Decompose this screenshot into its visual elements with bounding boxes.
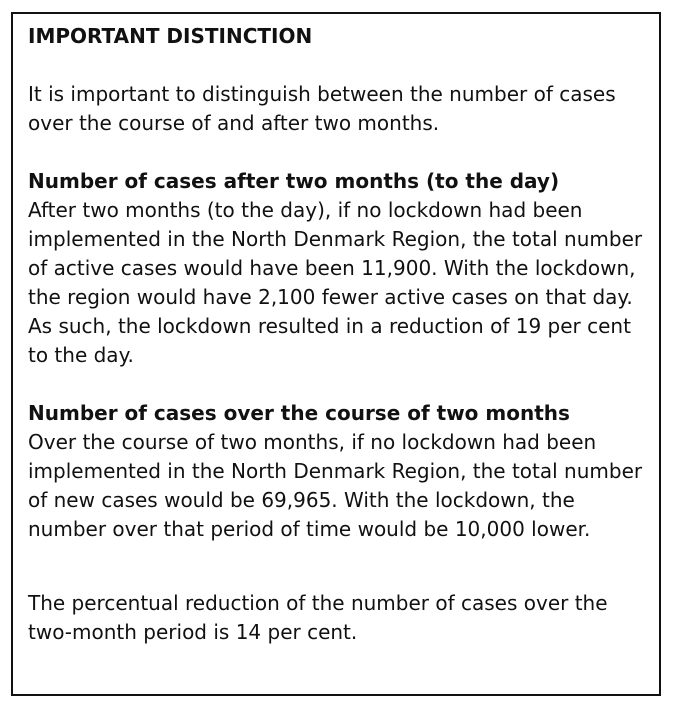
conclusion-paragraph: The percentual reduction of the number of cases over the two-month period is 14 per cent.	[28, 591, 608, 644]
box-title: IMPORTANT DISTINCTION	[28, 24, 313, 48]
spacer	[28, 370, 645, 399]
section-heading-over-two-months: Number of cases over the course of two months	[28, 401, 570, 425]
section-body-over-two-months: Over the course of two months, if no lockdown had been implemented in the North Denmark Region, the total number of new cases would be 69,965. With the lockdown, the number over that period of time would be 10,000 lower.	[28, 430, 643, 541]
section-body-after-two-months: After two months (to the day), if no lockdown had been implemented in the North Denmark Region, the total number of active cases would have been 11,900. With the lockdown, the region would have 2,100 fewer active cases on that day. As such, the lockdown resulted in a reduction of 19 per cent to the day.	[28, 198, 643, 367]
spacer	[28, 51, 645, 80]
spacer	[28, 544, 645, 589]
intro-paragraph: It is important to distinguish between the number of cases over the course of and after two months.	[28, 82, 616, 135]
section-heading-after-two-months: Number of cases after two months (to the day)	[28, 169, 560, 193]
info-box	[11, 12, 661, 696]
spacer	[28, 138, 645, 167]
